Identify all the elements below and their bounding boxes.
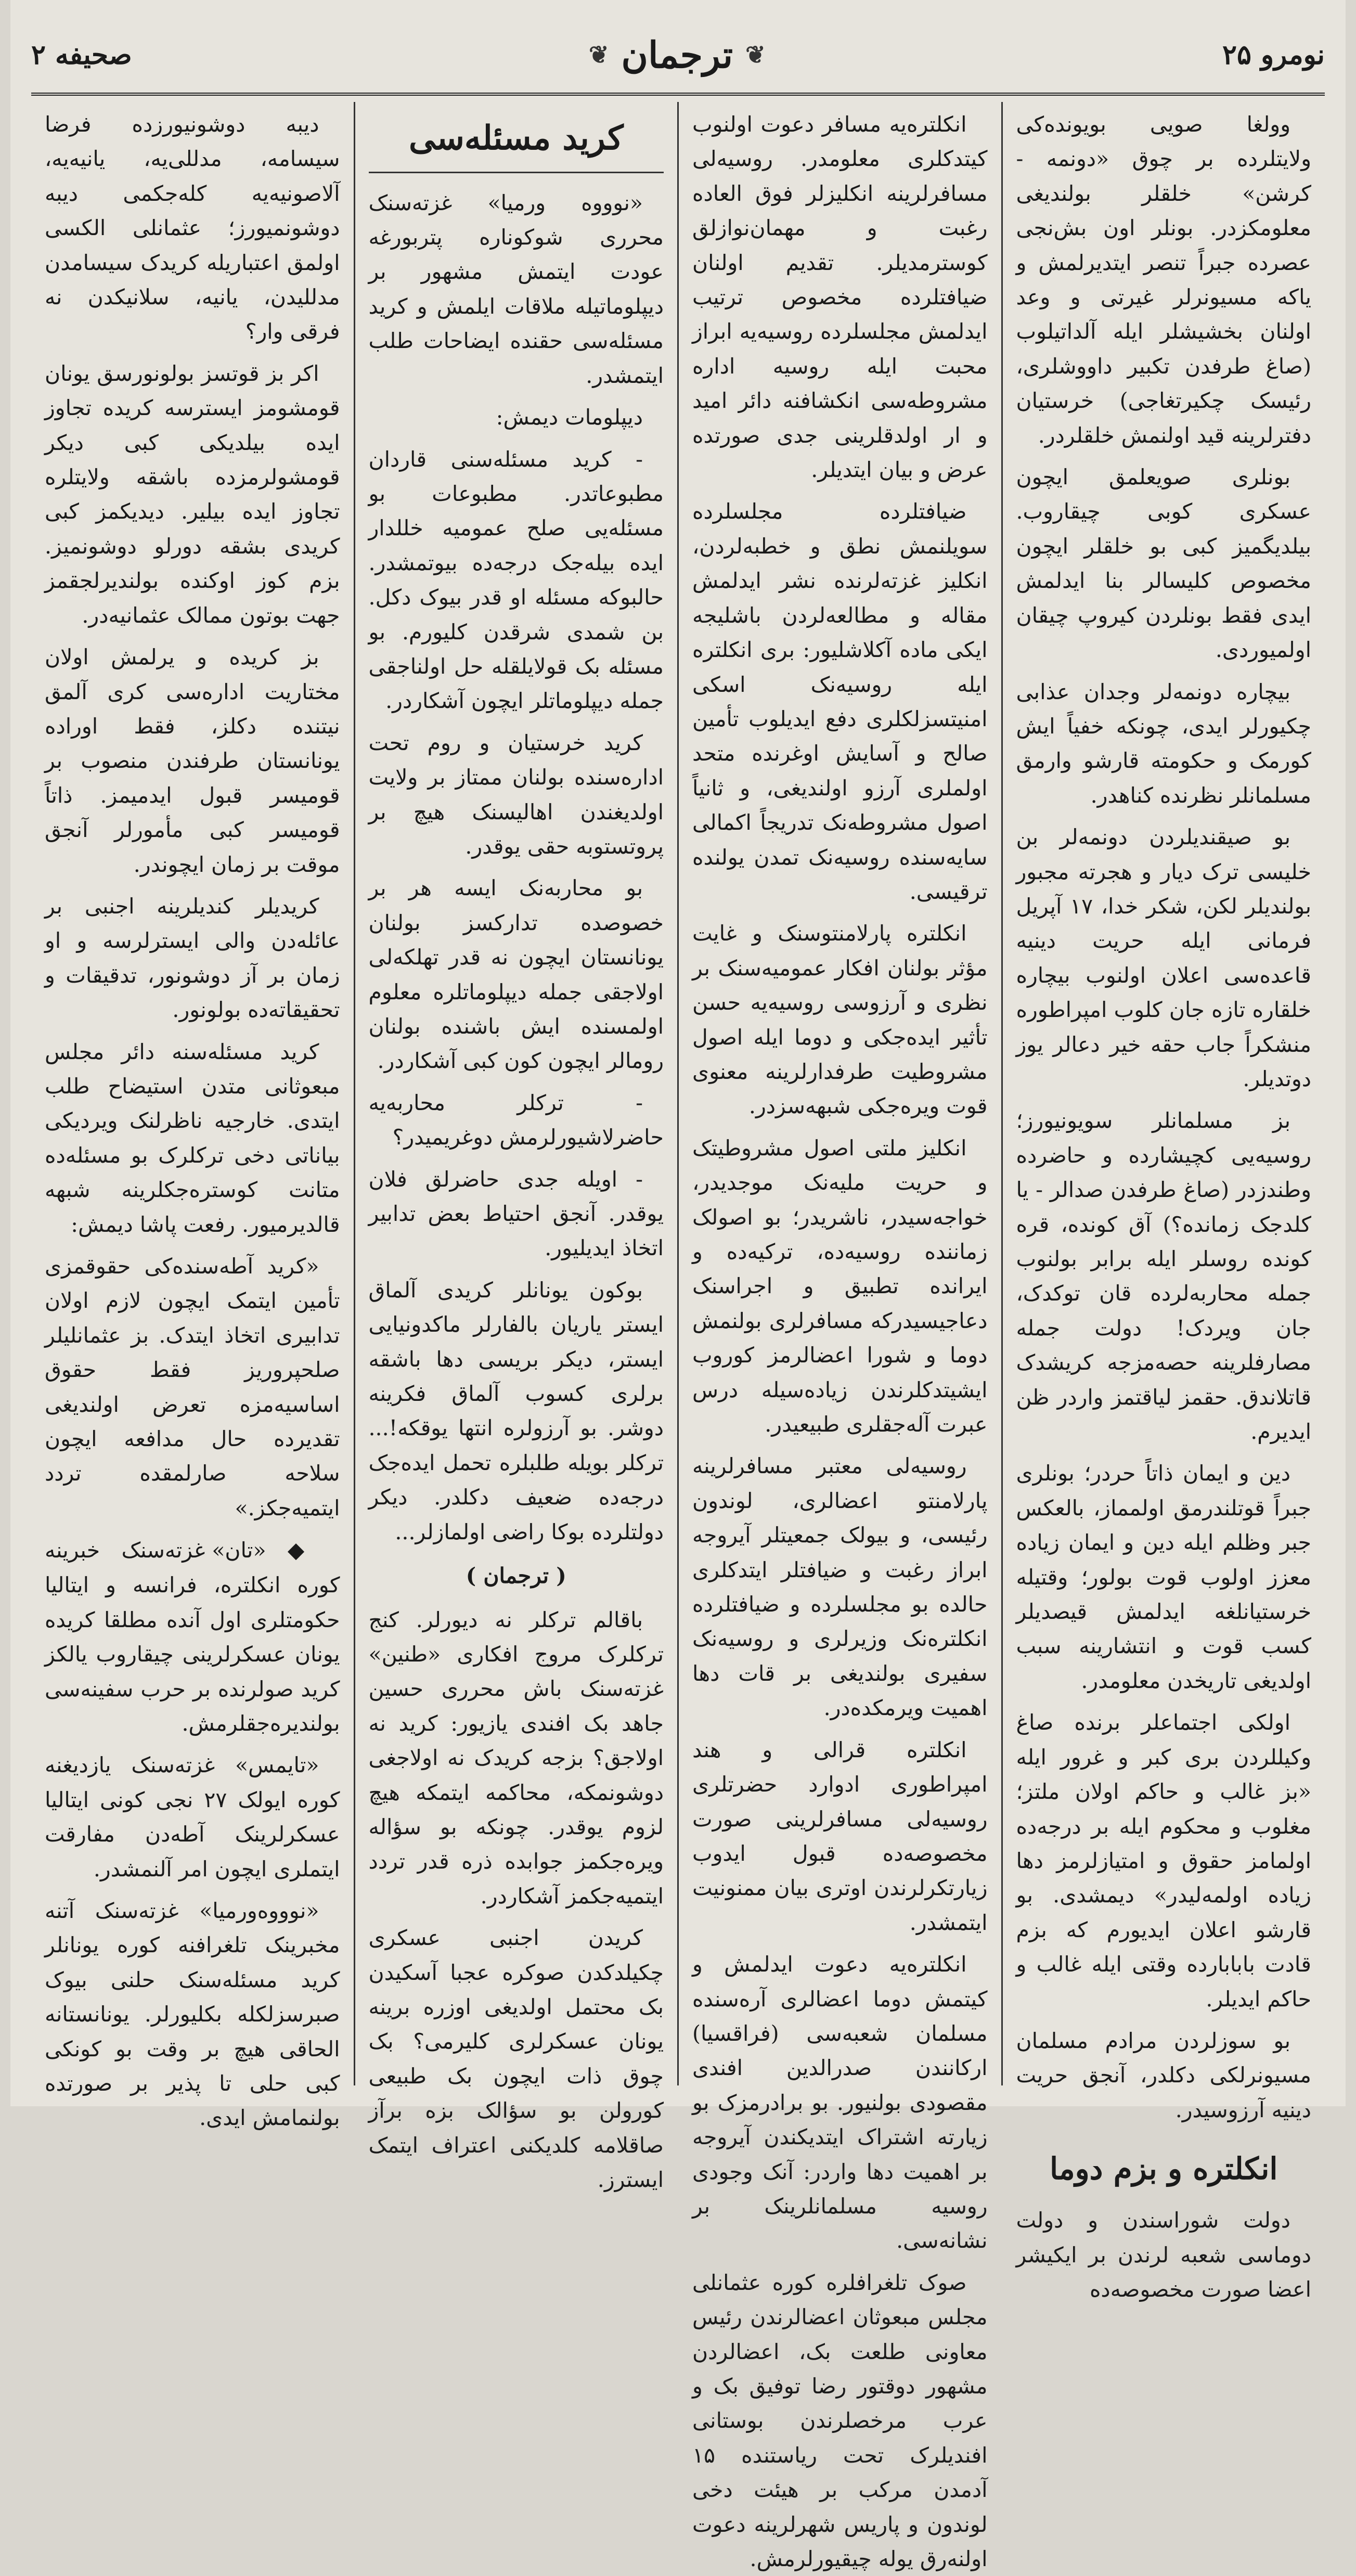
paragraph: بز مسلمانلر سویونیورز؛ روسیه‌یی کچیشارده و حاضرده وطندزدر (صاغ طرفدن صدالر - یا کلدجک زمانده؟) آق کونده، قره کونده روسلر ایله برابر بولنوب جمله محاربه‌لرده قان توکدک، جان ویردک! دولت جمله مصارفلرینه حصه‌مزجه کریشدک قاتلاندق. حقمز لیاقتمز واردر ظن ایدیرم. — [1016, 1108, 1311, 1445]
paragraph: «کرید آطه‌سنده‌کی حقوقمزی تأمین ایتمک ایچون لازم اولان تدابیری اتخاذ ایتدک. بز عثمانلیلر صلحپروریز فقط حقوق اساسیه‌مزه تعرض اولندیغی تقدیرده حال مدافعه ایچون سلاحه صارلمقده تردد ایتمیه‌جکز.» — [45, 1254, 340, 1521]
article-heading: انکلتره و بزم دوما — [1049, 2151, 1278, 2187]
newspaper-page — [10, 0, 1346, 2572]
paragraph: اولکی اجتماعلر برنده صاغ وکیللردن بری کبر و غرور ایله «بز غالب و حاکم اولان ملتز؛ مغلوب و محکوم ایله بر درجه‌ده اولمامز حقوق و امتیازلرمز دها زیاده اولمه‌لیدر» دیمشدی. بو قارشو اعلان ایدیورم که بزم قادت بابابارده وقتی ایله غالب و حاکم ایدیلر. — [1016, 1710, 1311, 2012]
paragraph: انکلتره‌یه مسافر دعوت اولنوب کیتدکلری معلومدر. روسیه‌لی مسافرلرینه انکلیزلر فوق العاده رغبت و مهمان‌نوازلق کوسترمدیلر. تقدیم اولنان ضیافتلرده مخصوص ترتیب ایدلمش مجلسلرده روسیه‌یه ابراز محبت ایله روسیه اداره مشروطه‌سی انکشافنه دائر امید و ار اولدقلرینی جدی صورتده عرض و بیان ایتدیلر. — [692, 112, 988, 483]
paragraph: بونلری صویعلمق ایچون عسکری کوبی چیقاروب. بیلدیگمیز کبی بو خلقلر ایچون مخصوص کلیسالر بنا ایدلمش ایدی فقط بونلردن کیروپ چیقان اولمیوردی. — [1016, 465, 1311, 663]
column-2 — [677, 102, 1001, 2572]
paragraph: روسیه‌لی معتبر مسافرلرینه پارلامنتو اعضالری، لوندون رئیسی، و بیولک جمعیتلر آیروجه ابراز رغبت و ضیافتلر ایتدکلری حالده بو مجلسلرده و ضیافتلرده انکلتره‌نک وزیرلری و روسیه‌نک سفیری بولندیغی بر قات دها اهمیت ویرمکده‌در. — [692, 1453, 988, 1721]
paragraph: بو سوزلردن مرادم مسلمان مسیونرلکی دکلدر، آنجق حریت دینیه آرزوسیدر. — [1016, 2028, 1311, 2122]
paragraph: باقالم ترکلر نه دیورلر. کنج ترکلرک مروج افکاری «طنین» غزته‌سنک باش محرری حسین جاهد بک افندی یازیور: کرید نه اولاجق؟ بزجه کریدک نه اولاجغی دوشونمکه، محاکمه ایتمکه هیچ لزوم یوقدر. چونکه بو سؤاله ویره‌جکمز جوابده ذره قدر تردد ایتمیه‌جکمز آشکاردر. — [368, 1607, 664, 1909]
column-3 — [354, 102, 678, 2193]
news-item-text: «تان» غزته‌سنک خبرینه کوره انکلتره، فرانسه و ایتالیا حکومتلری اول آنده مطلقا کریده یونان عسکرلرینی چیقاروب یالکز کرید صولرنده بر حرب سفینه‌سی بولندیره‌جقلرمش. — [45, 1538, 340, 1736]
paragraph: بز کریده و یرلمش اولان مختاریت اداره‌سی کری آلمق نیتنده دکلز، فقط اوراده یونانستان طرفندن منصوب بر قومیسر قبول ایدمیمز. ذاتاً قومیسر کبی مأمورلر آنجق موقت بر زمان ایچوندر. — [45, 645, 340, 877]
issue-number: نومرو ۲۵ — [1222, 38, 1325, 71]
paragraph: - ترکلر محاربه‌یه حاضرلاشیورلرمش دوغریمیدر؟ — [368, 1090, 664, 1150]
masthead-rule — [31, 93, 1325, 96]
paragraph: کرید خرستیان و روم تحت اداره‌سنده بولنان ممتاز بر ولایت اولدیغندن اهالیسنک هیچ بر پروتستوبه حقی یوقدر. — [368, 730, 664, 859]
columns — [31, 102, 1325, 2572]
paragraph: کریدیلر کندیلرینه اجنبی بر عائله‌دن والی ایسترلرسه و او زمان بر آز دوشونور، تدقیقات و تحقیقاته‌ده بولونور. — [45, 893, 340, 1023]
paragraph: وولغا صویی بویونده‌کی ولایتلرده بر چوق «دونمه - کرشن» خلقلر بولندیغی معلومکزدر. بونلر اون بش‌نجی عصرده جبراً تنصر ایتدیرلمش و یاکه مسیونرلر غیرتی و وعد اولنان بخشیشلر ایله آلداتیلوب (صاغ طرفدن تکبیر داووشلری، رئیسک چکیرتغاجی) خرستیان دفترلرینه قید اولنمش خلقلردر. — [1016, 112, 1311, 448]
paragraph: صوک تلغرافلره کوره عثمانلی مجلس مبعوثان اعضالرندن رئیس معاونی طلعت بک، اعضالردن مشهور دوقتور رضا توفیق بک و عرب مرخصلرندن بوستانی افندیلرک تحت ریاستنده ۱۵ آدمدن مرکب بر هیئت دخی لوندون و پاریس شهرلرینه دعوت اولنه‌رق یوله چیقیورلرمش. — [692, 2270, 988, 2572]
column-1 — [1001, 102, 1325, 2302]
paragraph: اکر بز قوتسز بولونورسق یونان قومشومز ایسترسه کریده تجاوز ایده بیلدیکی کبی دیکر قومشولرمزده باشقه ولایتلره تجاوز ایده بیلیر. دیدیکمز کبی کریدی بشقه دورلو دوشونمیز. بزم کوز اوکنده بولندیرلجقمز جهت بوتون ممالک عثمانیه‌در. — [45, 360, 340, 628]
paragraph: «نوووه ورمیا» غزته‌سنک محرری شوکوناره پتربورغه عودت ایتمش مشهور بر دیپلوماتیله ملاقات ایلمش و کرید مسئله‌سی حقنده ایضاحات طلب ایتمشدر. — [368, 190, 664, 388]
newspaper-title — [589, 33, 766, 76]
ornament-icon: ❦ — [589, 41, 609, 69]
paragraph: ضیافتلرده مجلسلرده سویلنمش نطق و خطبه‌لردن، انکلیز غزته‌لرنده نشر ایدلمش مقاله و مطالعه‌لردن باشلیجه ایکی ماده آکلاشلیور: بری انکلتره ایله روسیه‌نک اسکی امنیتسزلکلری دفع ایدیلوب تأمین صالح و آسایش اوغرنده متحد اولملری آرزو اولندیغی، و ثانیاً اصول مشروطه‌نک تدریجاً اکمالی سایه‌سنده روسیه‌نک تمدن یولنده ترقیسی. — [692, 499, 988, 904]
paragraph: انکلتره قرالی و هند امپراطوری ادوارد حضرتلری روسیه‌لی مسافرلرینی صورت مخصوصه‌ده قبول ایدوب زیارتکرلرندن اوتری بیان ممنونیت ایتمشدر. — [692, 1737, 988, 1935]
paragraph: کرید مسئله‌سنه دائر مجلس مبعوثانی متدن استیضاح طلب ایتدی. خارجیه ناظرلنک ویردیکی بیاناتی دخی ترکلرک بو مسئله‌ده متانت کوستره‌جکلرینه شبهه قالدیرمیور. رفعت پاشا دیمش: — [45, 1039, 340, 1237]
paragraph: دین و ایمان ذاتاً حردر؛ بونلری جبراً قوتلندرمق اولمماز، بالعکس جبر وظلم ایله دین و ایمان زیاده معزز اولوب قوت بولور؛ وقتیله خرستیانلغه ایدلمش قیصدیلر کسب قوت و انتشارینه سبب اولدیغی تاریخدن معلومدر. — [1016, 1461, 1311, 1693]
paragraph: دیبه دوشونیورزده فرضا سیسامه، مدللی‌یه، یانیه‌یه، آلاصونیه‌یه کله‌جکمی دیبه دوشونمیورز؛ عثمانلی الکسی اولمق اعتباریله کریدک سیسامدن مدللیدن، یانیه، سلانیکدن نه فرقی وار؟ — [45, 112, 340, 344]
news-item-text: «نوووه‌ورمیا» غزته‌سنک آتنه مخبرینک تلغرافنه کوره یونانلر کرید مسئله‌سنک حلنی بیوک صبرسزلکله بکلیورلر. یونانستانه الحاقی هیچ بر وقت بو کونکی کبی حلی تا پذیر بر صورتده بولنمامش ایدی. — [45, 1898, 340, 2131]
paragraph: - کرید مسئله‌سنی قاردان مطبوعاتدر. مطبوعات بو مسئله‌یی صلح عمومیه خللدار ایده بیله‌جک درجه‌ده بیوتمشدر. حالبوکه مسئله او قدر بیوک دکل. بن شمدی شرقدن کلیورم. بو مسئله بک قولایلقله حل اولناجقی جمله دیپلوماتلر ایچون آشکاردر. — [368, 446, 664, 714]
paragraph: - اویله جدی حاضرلق فلان یوقدر. آنجق احتیاط بعض تدابیر اتخاذ ایدیلیور. — [368, 1166, 664, 1261]
paragraph: انکلتره پارلامنتوسنک و غایت مؤثر بولنان افکار عمومیه‌سنک بر نظری و آرزوسی روسیه‌یه حسن تأثیر ایده‌جکی و دوما ایله اصول مشروطیت طرفدارلرینه معنوی قوت ویره‌جکی شبهه‌سزدر. — [692, 921, 988, 1119]
page-number: صحیفه ۲ — [31, 38, 132, 71]
news-item-text: «تایمس» غزته‌سنک یازدیغنه کوره ایولک ۲۷ نجی کونی ایتالیا عسکرلرینک آطه‌دن مفارقت ایتملری ایچون امر آلنمشدر. — [45, 1753, 340, 1882]
ornament-icon: ❦ — [745, 41, 766, 69]
paragraph: دولت شوراسندن و دولت دوماسی شعبه لرندن بر ایکیشر اعضا صورت مخصوصه‌ده — [1016, 2208, 1311, 2302]
article-signature: ( ترجمان ) — [466, 1563, 566, 1589]
paragraph: کریدن اجنبی عسکری چکیلدکدن صوکره عجبا آسکیدن بک محتمل اولدیغی اوزره برینه یونان عسکرلری کلیرمی؟ بک چوق ذات ایچون بک طبیعی کورولن بو سؤالک بزه برآز صاقلامه کلدیکنی اعتراف ایتمک ایسترز. — [368, 1925, 664, 2193]
paragraph: بو صیقندیلردن دونمه‌لر بن خلیسی ترک دیار و هجرته مجبور بولندیلر لکن، شکر خدا، ۱۷ آپریل فرمانی ایله حریت دینیه قاعده‌سی اعلان اولنوب بیچاره خلقاره تازه جان کلوب امپراطوره منشکراً جاب حقه خیر دعالر یوز دوتدیلر. — [1016, 825, 1311, 1091]
paragraph: انکلیز ملتی اصول مشروطیتک و حریت ملیه‌نک موجدیدر، خواجه‌سیدر، ناشریدر؛ بو اصولک زماننده روسیه‌ده، ترکیه‌ده و ایرانده تطبیق و اجراسنک دعاجیسیدرکه مسافرلری بولنمش دوما و شورا اعضالرمز کوروب ایشیتدکلرندن زیاده‌سیله درس عبرت آله‌جقلری طبیعیدر. — [692, 1135, 988, 1437]
paragraph: بو محاربه‌نک ایسه هر بر خصوصده تدارکسز بولنان یونانستان ایچون نه قدر تهلکه‌لی اولاجقی جمله دیپلوماتلره معلوم اولمسنده ایش باشنده بولنان رومالر ایچون کون کبی آشکاردر. — [368, 875, 664, 1074]
masthead — [31, 16, 1325, 94]
news-item — [45, 1894, 340, 2135]
article-heading: کرید مسئله‌سی — [369, 111, 664, 173]
paragraph: انکلتره‌یه دعوت ایدلمش و کیتمش دوما اعضالری آره‌سنده مسلمان شعبه‌سی (فراقسیا) ارکانندن صدرالدین افندی مقصودی بولنیور. بو برادرمزک بو زیارته اشتراک ایتدیکندن آیروجه بر اهمیت دها واردر: آنک وجودی روسیه مسلمانلرینک بر نشانه‌سی. — [692, 1952, 988, 2253]
newspaper-name: ترجمان — [621, 33, 733, 76]
paragraph: بوکون یونانلر کریدی آلماق ایستر یاریان بالفارلر ماکدونیایی ایستر، دیکر بریسی دها باشقه برلری کسوب آلماق فکرینه دوشر. بو آرزولره انتها یوقکه!... ترکلر بویله طلبلره تحمل ایده‌جک درجه‌ده ضعیف دکلدر. دیکر دولتلرده بوکا راضی اولمازلر... — [368, 1277, 664, 1544]
news-item — [45, 1748, 340, 1886]
paragraph: دیپلومات دیمش: — [496, 405, 643, 430]
diamond-bullet-icon: ◆ — [287, 1537, 319, 1563]
column-4 — [31, 102, 354, 2131]
paragraph: بیچاره دونمه‌لر وجدان عذابی چکیورلر ایدی، چونکه خفیاً ایش کورمک و حکومته قارشو وارمق مسلمانلر نظرنده کناهدر. — [1016, 679, 1311, 808]
news-item — [45, 1532, 340, 1741]
